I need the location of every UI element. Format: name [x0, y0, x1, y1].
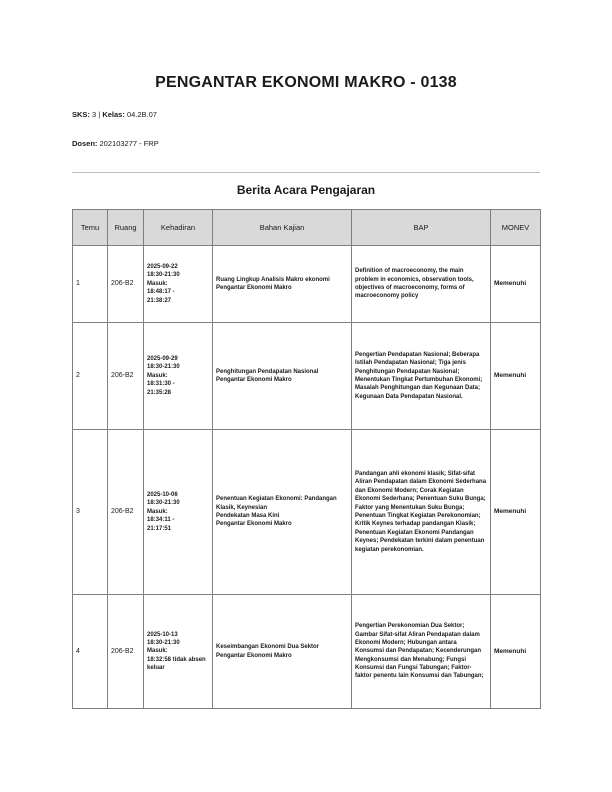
table-header-row — [73, 210, 541, 246]
cell-bap: Pengertian Pendapatan Nasional; Beberapa Istilah Pendapatan Nasional; Tiga jenis Penghitungan Pendapatan Nasional; Menentukan Tingkat Pertumbuhan Ekonomi; Masalah Penghitungan dan Kegunaan Data; Kegunaan Data Pendapatan Nasional. — [352, 323, 491, 430]
cell-ruang: 206-B2 — [108, 323, 144, 430]
table-row — [73, 246, 541, 323]
cell-monev: Memenuhi — [491, 595, 541, 709]
cell-bahan-kajian: Ruang Lingkup Analisis Makro ekonomi Pengantar Ekonomi Makro — [213, 246, 352, 323]
page-title: PENGANTAR EKONOMI MAKRO - 0138 — [155, 74, 457, 91]
cell-bap: Definition of macroeconomy, the main problem in economics, observation tools, objectives of macroeconomy, forms of macroeconomy policy — [352, 246, 491, 323]
cell-bahan-kajian: Keseimbangan Ekonomi Dua Sektor Pengantar Ekonomi Makro — [213, 595, 352, 709]
cell-kehadiran: 2025-10-06 18:30-21:30 Masuk: 18:34:11 - 21:17:51 — [144, 430, 213, 595]
kelas-value: 04.2B.07 — [126, 110, 157, 119]
course-meta-sks-kelas — [72, 110, 157, 119]
cell-ruang: 206-B2 — [108, 430, 144, 595]
header-temu: Temu — [73, 210, 108, 246]
cell-ruang: 206-B2 — [108, 246, 144, 323]
course-meta-dosen — [72, 139, 159, 148]
cell-ruang: 206-B2 — [108, 595, 144, 709]
header-bahan-kajian: Bahan Kajian — [213, 210, 352, 246]
divider-line — [72, 172, 540, 173]
sks-label: SKS: — [72, 110, 90, 119]
table-row — [73, 595, 541, 709]
cell-temu: 3 — [73, 430, 108, 595]
header-bap: BAP — [352, 210, 491, 246]
bap-table — [72, 209, 541, 709]
table-row — [73, 430, 541, 595]
cell-monev: Memenuhi — [491, 430, 541, 595]
cell-kehadiran: 2025-09-29 18:30-21:30 Masuk: 18:31:30 - 21:35:28 — [144, 323, 213, 430]
sks-value: 3 — [92, 110, 97, 119]
cell-monev: Memenuhi — [491, 246, 541, 323]
header-monev: MONEV — [491, 210, 541, 246]
cell-bap: Pandangan ahli ekonomi klasik; Sifat-sifat Aliran Pendapatan dalam Ekonomi Sederhana dan Ekonomi Modern; Corak Kegiatan Ekonomi Sederhana; Penentuan Suku Bunga; Faktor yang Menentukan Suku Bunga; Penentuan Tingkat Kegiatan Perekonomian; Kritik Keynes terhadap pandangan Klasik; Penentuan Kegiatan Ekonomi Pandangan Keynes; Pendekatan terkini dalam penentuan kegiatan perekonomian. — [352, 430, 491, 595]
cell-bahan-kajian: Penentuan Kegiatan Ekonomi: Pandangan Klasik, Keynesian Pendekatan Masa Kini Pengantar Ekonomi Makro — [213, 430, 352, 595]
dosen-value: 202103277 - FRP — [99, 139, 159, 148]
cell-temu: 1 — [73, 246, 108, 323]
header-ruang: Ruang — [108, 210, 144, 246]
cell-temu: 2 — [73, 323, 108, 430]
cell-kehadiran: 2025-10-13 18:30-21:30 Masuk: 18:32:58 tidak absen keluar — [144, 595, 213, 709]
table-row — [73, 323, 541, 430]
cell-monev: Memenuhi — [491, 323, 541, 430]
cell-temu: 4 — [73, 595, 108, 709]
section-title: Berita Acara Pengajaran — [236, 183, 376, 197]
cell-bahan-kajian: Penghitungan Pendapatan Nasional Pengantar Ekonomi Makro — [213, 323, 352, 430]
cell-kehadiran: 2025-09-22 18:30-21:30 Masuk: 18:48:17 - 21:38:27 — [144, 246, 213, 323]
dosen-label: Dosen: — [72, 139, 98, 148]
kelas-label: Kelas: — [102, 110, 125, 119]
header-kehadiran: Kehadiran — [144, 210, 213, 246]
cell-bap: Pengertian Perekonomian Dua Sektor; Gambar Sifat-sifat Aliran Pendapatan dalam Ekonomi Modern; Hubungan antara Konsumsi dan Pendapatan; Kecenderungan Mengkonsumsi dan Menabung; Fungsi Konsumsi dan Fungsi Tabungan; Faktor-faktor penentu lain Konsumsi dan Tabungan; — [352, 595, 491, 709]
meta-separator: | — [98, 110, 101, 119]
